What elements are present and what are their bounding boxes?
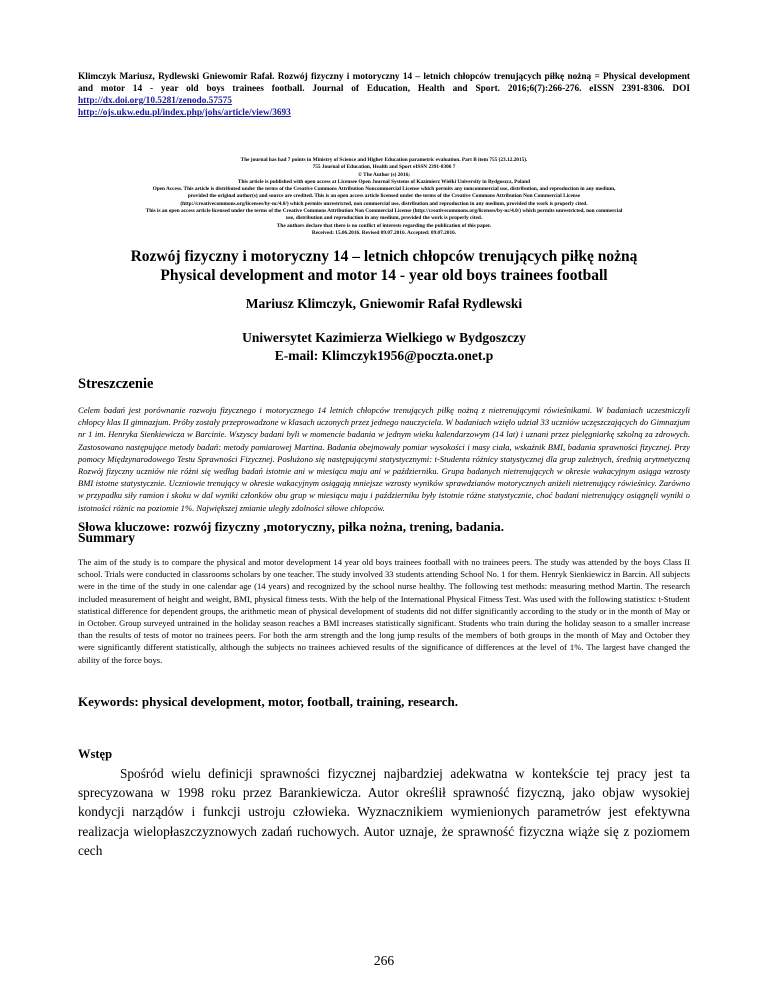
keywords-english: Keywords: physical development, motor, football, training, research. xyxy=(78,694,458,709)
journal-info-line: use, distribution and reproduction in any medium, provided the work is properly cited. xyxy=(285,215,483,222)
journal-info-line: 755 Journal of Education, Health and Sport eISSN 2391-8306 7 xyxy=(312,164,456,171)
ojs-link[interactable]: http://ojs.ukw.edu.pl/index.php/johs/article/view/3693 xyxy=(78,108,291,118)
intro-paragraph: Spośród wielu definicji sprawności fizycznej najbardziej adekwatna w kontekście tej pracy jest ta sprecyzowana w 1998 roku przez Barankiewicza. Autor określił sprawność fizyczną, jako objaw wysokiej kondycji narządów i funkcji ustroju człowieka. Wyznacznikiem wymienionych parametrów jest efektywna realizacja wielopłaszczyznowych zadań ruchowych. Autor uznaje, że sprawność fizyczna wiąże się z poziomem cech xyxy=(78,766,690,858)
journal-info-line: Received: 15.06.2016. Revised 09.07.2016. Accepted: 09.07.2016. xyxy=(311,229,457,236)
streszczenie-heading: Streszczenie xyxy=(78,376,154,392)
journal-info-line: © The Author (s) 2016; xyxy=(357,171,411,178)
doi-link[interactable]: http://dx.doi.org/10.5281/zenodo.57575 xyxy=(78,96,232,106)
citation-text: Klimczyk Mariusz, Rydlewski Gniewomir Rafał. Rozwój fizyczny i motoryczny 14 – letnich chłopców trenujących piłkę nożną = Physical development and motor 14 - year old boys trainees football. Journal of Education, Health and Sport. 2016;6(7):266-276. eISSN 2391-8306. DOI xyxy=(78,72,690,94)
page-number: 266 xyxy=(373,953,395,968)
title-english: Physical development and motor 14 - year old boys trainees football xyxy=(160,267,608,284)
journal-info-line: Open Access. This article is distributed under the terms of the Creative Commons Attribution Noncommercial License which permits any noncommercial use, distribution, and reproduction in any medium, xyxy=(152,186,616,193)
journal-info-line: The authors declare that there is no conflict of interests regarding the publication of this paper. xyxy=(276,222,492,229)
journal-info-line: The journal has had 7 points in Ministry of Science and Higher Education parametric evaluation. Part B item 755 (23.12.2015). xyxy=(240,157,528,163)
title-polish: Rozwój fizyczny i motoryczny 14 – letnich chłopców trenujących piłkę nożną xyxy=(130,248,638,265)
summary-text: The aim of the study is to compare the physical and motor development 14 year old boys trainees football with no trainees peers. The study was attended by the boys Class II school. Trials were conducted in classrooms scholars by one teacher. The study involved 33 students attending School No. 1 for them. Henryk Sienkiewicz in Barcin. All subjects were in the time of the study in one calendar age (14 years) and recognized by the school nurse healthy. The following test methods: measuring method Martin. The research included measurement of height and weight, BMI, physical fitness tests. With the help of the International Physical Fitness Test. Was used with the following statistics: t-Student statistical difference for dependent groups, the arithmetic mean of physical development of students did not differ significantly according to the study or in the month of May or in October. Group surveyed untrained in the holiday season reaches a BMI increases statistically significant. Students who train during the holiday season to a smaller increase than the results of tests of motor no trainees peers. For both the arm strength and the long jump results of the members of both groups in the month of May and October they were significantly different statistically, although the subjects no trainees achieved results of the significance of differences at the level of 1%. The largest have changed the ability of the force boys. xyxy=(78,557,690,665)
authors: Mariusz Klimczyk, Gniewomir Rafał Rydlewski xyxy=(245,296,523,311)
journal-info-line: This is an open access article licensed under the terms of the Creative Commons Attribution Non Commercial License (http://creativecommons.org/licenses/by-nc/4.0/) which permits unrestricted, non commercial xyxy=(145,208,623,215)
journal-info-line: provided the original author(s) and source are credited. This is an open access article licensed under the terms of the Creative Commons Attribution Non Commercial License xyxy=(187,193,581,200)
keywords-polish: Słowa kluczowe: rozwój fizyczny ,motoryczny, piłka nożna, trening, badania. xyxy=(78,519,504,534)
journal-info-line: This article is published with open access at Licensee Open Journal Systems of Kazimierz Wielki University in Bydgoszcz, Poland xyxy=(237,178,531,185)
journal-info-line: (http://creativecommons.org/licenses/by-nc/4.0/) which permits unrestricted, non commercial use, distribution and reproduction in any medium, provided the work is properly cited. xyxy=(180,200,588,207)
citation-block xyxy=(78,71,690,119)
summary-heading: Summary xyxy=(78,530,135,545)
intro-heading: Wstęp xyxy=(78,747,113,761)
streszczenie-text: Celem badań jest porównanie rozwoju fizycznego i motorycznego 14 letnich chłopców trenujących piłkę nożną z nietrenującymi rówieśnikami. W badaniach uczestniczyli chłopcy klas II gimnazjum. Próby zostały przeprowadzone w klasach uczonych przez jednego nauczyciela. W badaniach wzięło udział 33 uczniów uczęszczających do Gimnazjum nr 1 im. Henryka Sienkiewicza w Barcinie. Wszyscy badani byli w momencie badania w jednym wieku kalendarzowym (14 lat) i uznani przez pielęgniarkę szkolną za zdrowych. Zastosowano następujące metody badań: metody pomiarowej Martina. Badania obejmowały pomiar wysokości i masy ciała, wskaźnik BMI, badania sprawności fizycznej. Przy pomocy Międzynarodowego Testu Sprawności Fizycznej. Posłużono się następującymi statystycznymi: t-Studenta różnicy statystycznej dla grup zależnych, średnią arytmetyczną Rozwój fizyczny uczniów nie różni się według badań istotnie ani w miesiącu maju ani w październiku. Grupa badanych nietrenujących w okresie wakacyjnym osiąga wzrosty BMI istotne statystycznie. Uczniowie trenujący w okresie wakacyjnym osiągają mniejsze wzrosty wyników sprawdzianów motorycznych aniżeli nietrenujący rówieśnicy. Zarówno w przypadku siły ramion i skoku w dal wyniki członków obu grup w miesiącu maju i październiku były istotnie różne statystycznie, choć badani nietrenujący osiągnęli wyniki o istotności różnic na poziomie 1%. Największej zmianie uległy zdolności siłowe chłopców. xyxy=(78,405,690,513)
affiliation: Uniwersytet Kazimierza Wielkiego w Bydgoszczy xyxy=(242,330,526,345)
journal-info xyxy=(60,157,708,237)
intro-body xyxy=(78,764,690,860)
author-email: E-mail: Klimczyk1956@poczta.onet.p xyxy=(274,348,494,363)
